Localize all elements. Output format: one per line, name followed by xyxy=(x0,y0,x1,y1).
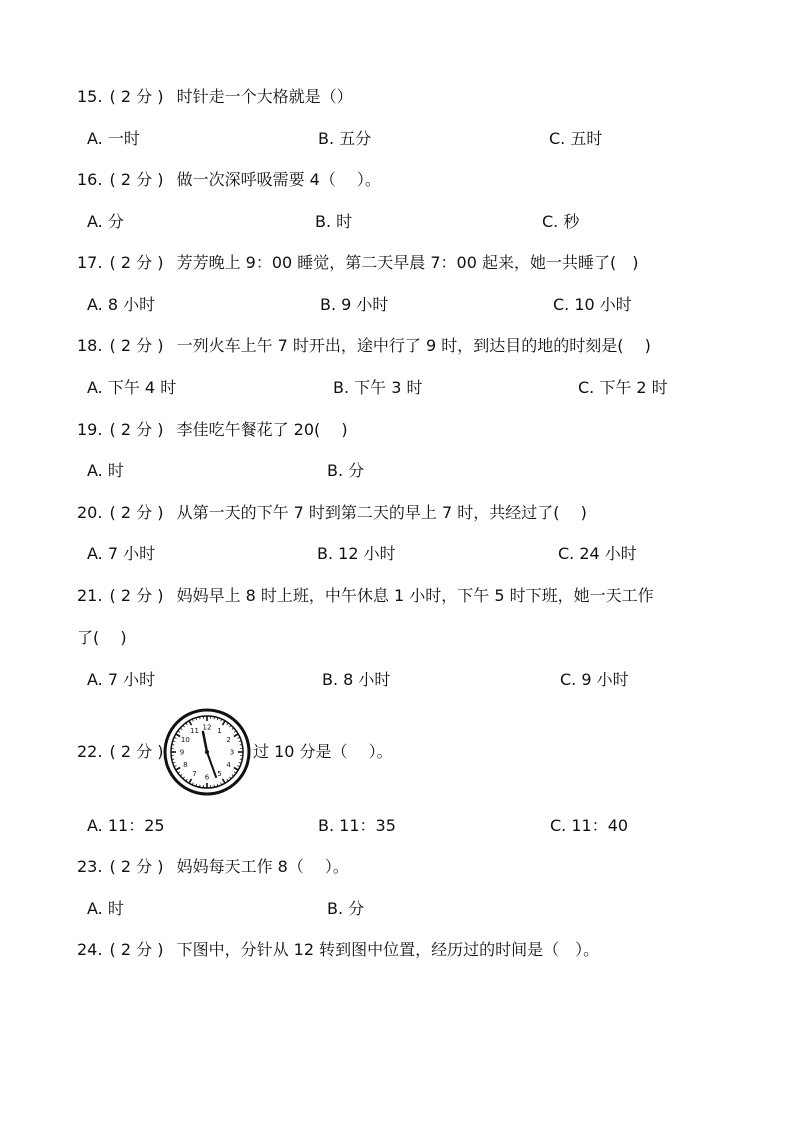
question-text: 芳芳晚上 9：00 睡觉，第二天早晨 7：00 起来，她一共睡了( ) xyxy=(176,253,639,272)
question-number: 16. xyxy=(77,170,103,189)
option-b[interactable]: B. 下午 3 时 xyxy=(333,378,423,397)
question-24 xyxy=(77,938,599,962)
question-score: ( 2 分 ) xyxy=(109,336,164,355)
option-c[interactable]: C. 下午 2 时 xyxy=(578,378,668,397)
question-15 xyxy=(77,85,353,109)
question-text: 下图中，分针从 12 转到图中位置，经历过的时间是（ ）。 xyxy=(176,940,600,959)
clock-numeral: 2 xyxy=(226,736,231,744)
clock-numeral: 6 xyxy=(204,773,210,782)
question-text: 妈妈早上 8 时上班，中午休息 1 小时，下午 5 时下班，她一天工作 xyxy=(176,586,654,605)
option-a[interactable]: A. 7 小时 xyxy=(87,544,156,563)
question-score: ( 2 分 ) xyxy=(109,940,164,959)
option-a[interactable]: A. 下午 4 时 xyxy=(87,378,177,397)
question-number: 22. xyxy=(77,742,103,761)
question-number: 23. xyxy=(77,857,103,876)
question-text: 妈妈每天工作 8（ ）。 xyxy=(176,857,349,876)
clock-tick xyxy=(172,759,174,760)
option-a[interactable]: A. 分 xyxy=(87,212,124,231)
analog-clock-icon xyxy=(163,708,251,796)
question-text: 一列火车上午 7 时开出，途中行了 9 时，到达目的地的时刻是( ) xyxy=(176,336,651,355)
option-b[interactable]: B. 12 小时 xyxy=(317,544,396,563)
option-a[interactable]: A. 一时 xyxy=(87,129,140,148)
option-c[interactable]: C. 五时 xyxy=(549,129,603,148)
option-b[interactable]: B. 分 xyxy=(327,899,365,918)
question-21-continued: 了( ) xyxy=(77,628,127,647)
question-22 xyxy=(77,740,171,764)
question-number: 18. xyxy=(77,336,103,355)
question-score: ( 2 分 ) xyxy=(109,586,164,605)
option-a[interactable]: A. 8 小时 xyxy=(87,295,156,314)
question-number: 24. xyxy=(77,940,103,959)
option-a[interactable]: A. 时 xyxy=(87,899,124,918)
option-b[interactable]: B. 11：35 xyxy=(318,816,396,835)
clock-numeral: 9 xyxy=(179,748,185,757)
question-score: ( 2 分 ) xyxy=(109,170,164,189)
question-number: 19. xyxy=(77,420,103,439)
question-23 xyxy=(77,855,349,879)
question-text: 时针走一个大格就是（） xyxy=(176,87,353,106)
clock-tick xyxy=(240,759,242,760)
option-a[interactable]: A. 7 小时 xyxy=(87,670,156,689)
question-number: 20. xyxy=(77,503,103,522)
clock-tick xyxy=(214,785,215,787)
clock-numeral: 5 xyxy=(217,770,222,779)
clock-tick xyxy=(172,745,174,746)
clock-numeral: 8 xyxy=(183,761,188,769)
clock-numeral: 11 xyxy=(190,726,199,735)
option-c[interactable]: C. 11：40 xyxy=(550,816,629,835)
question-score: ( 2 分 ) xyxy=(109,503,164,522)
clock-numeral: 7 xyxy=(192,770,197,779)
option-a[interactable]: A. 时 xyxy=(87,461,124,480)
clock-numeral: 4 xyxy=(226,761,231,769)
option-b[interactable]: B. 五分 xyxy=(318,129,372,148)
option-b[interactable]: B. 9 小时 xyxy=(320,295,389,314)
question-21 xyxy=(77,584,654,608)
question-20 xyxy=(77,501,587,525)
option-c[interactable]: C. 9 小时 xyxy=(560,670,629,689)
question-text: 李佳吃午餐花了 20( ) xyxy=(176,420,348,439)
clock-numeral: 12 xyxy=(202,723,212,732)
question-19 xyxy=(77,418,348,442)
question-score: ( 2 分 ) xyxy=(109,87,164,106)
question-score: ( 2 分 ) xyxy=(109,857,164,876)
clock-tick xyxy=(214,717,215,719)
clock-tick xyxy=(240,745,242,746)
question-text: 从第一天的下午 7 时到第二天的早上 7 时，共经过了( ) xyxy=(176,503,587,522)
question-number: 17. xyxy=(77,253,103,272)
question-18 xyxy=(77,334,651,358)
question-text: 过 10 分是（ ）。 xyxy=(253,742,393,761)
question-text: 做一次深呼吸需要 4（ ）。 xyxy=(176,170,381,189)
question-score: ( 2 分 ) xyxy=(109,742,164,761)
clock-tick xyxy=(200,717,201,719)
clock-numeral: 10 xyxy=(180,736,190,744)
option-c[interactable]: C. 10 小时 xyxy=(553,295,632,314)
clock-numeral: 3 xyxy=(229,748,235,757)
option-b[interactable]: B. 时 xyxy=(315,212,353,231)
option-c[interactable]: C. 24 小时 xyxy=(558,544,637,563)
option-c[interactable]: C. 秒 xyxy=(542,212,580,231)
question-16 xyxy=(77,168,381,192)
option-b[interactable]: B. 分 xyxy=(327,461,365,480)
question-score: ( 2 分 ) xyxy=(109,420,164,439)
question-number: 21. xyxy=(77,586,103,605)
question-score: ( 2 分 ) xyxy=(109,253,164,272)
question-number: 15. xyxy=(77,87,103,106)
option-a[interactable]: A. 11：25 xyxy=(87,816,165,835)
question-17 xyxy=(77,251,639,275)
option-b[interactable]: B. 8 小时 xyxy=(322,670,391,689)
clock-tick xyxy=(200,785,201,787)
clock-numeral: 1 xyxy=(217,726,222,735)
clock-face xyxy=(163,708,251,796)
